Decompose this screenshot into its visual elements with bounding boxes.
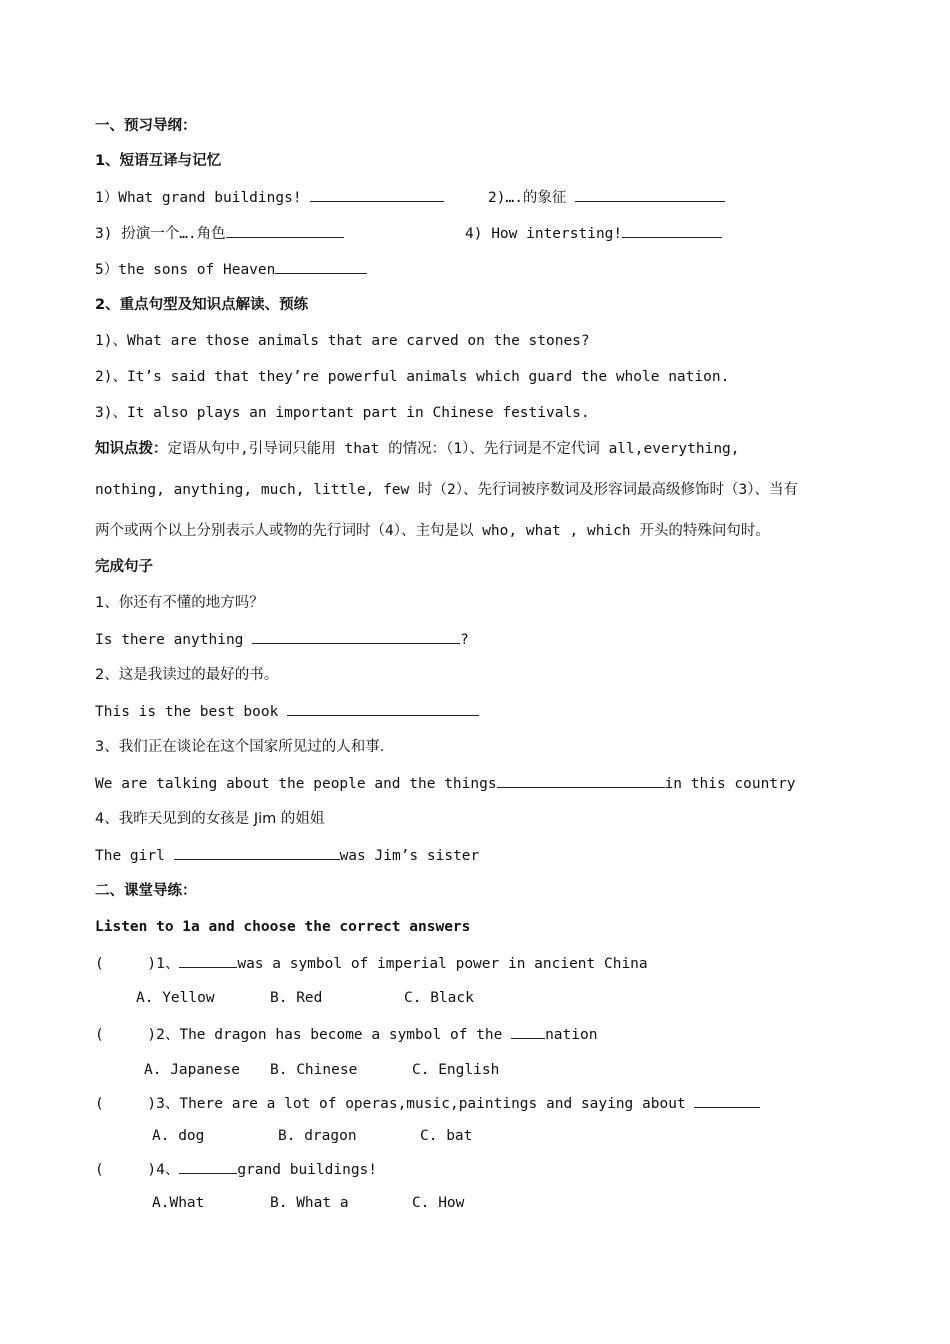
question-stem: ( )3、There are a lot of operas,music,paintings and saying about [95,1096,695,1112]
q3-option-c[interactable]: C. bat [420,1128,473,1144]
sentence-start: This is the best book [95,704,288,720]
answer-blank[interactable] [622,223,722,238]
question-stem: ( )2、The dragon has become a symbol of the [95,1027,512,1043]
sentence-start: Is there anything [95,632,253,648]
complete-item-4-zh: 4、我昨天见到的女孩是 Jim 的姐姐 [95,811,325,827]
phrase-text: 2)….的象征 [488,190,567,206]
complete-item-2-en [95,701,479,722]
complete-item-2-zh: 2、这是我读过的最好的书。 [95,667,279,683]
q2-option-a[interactable]: A. Japanese [144,1062,241,1078]
sentence-end: was Jim’s sister [339,848,480,864]
answer-blank[interactable] [694,1093,760,1108]
section-title-preview: 一、预习导纲： [95,118,197,134]
knowledge-tip-line-3: 两个或两个以上分别表示人或物的先行词时（4）、主句是以 who, what , which 开头的特殊问句时。 [95,523,770,539]
q3-option-b[interactable]: B. dragon [278,1128,357,1144]
sentence-end: in this country [664,776,796,792]
section-title-classwork: 二、课堂导练： [95,883,197,899]
q4-option-a[interactable]: A.What [152,1195,205,1211]
question-stem: ( )1、 [95,956,180,972]
answer-blank[interactable] [179,1159,237,1174]
phrase-text: 5）the sons of Heaven [95,262,276,278]
answer-blank[interactable] [174,845,340,860]
question-2 [95,1024,597,1045]
q1-option-c[interactable]: C. Black [404,990,474,1006]
key-sentence-3: 3)、It also plays an important part in Chinese festivals. [95,405,590,421]
phrase-item-1 [95,187,444,208]
question-3 [95,1093,760,1114]
knowledge-tip-line-2: nothing, anything, much, little, few 时（2）、先行词被序数词及形容词最高级修饰时（3）、当有 [95,482,798,498]
q2-option-b[interactable]: B. Chinese [270,1062,358,1078]
question-stem-end: was a symbol of imperial power in ancient China [237,956,648,972]
question-stem-end: grand buildings! [237,1162,378,1178]
answer-blank[interactable] [252,629,460,644]
sentence-end: ? [460,632,469,648]
phrase-item-5 [95,259,367,280]
answer-blank[interactable] [511,1024,545,1039]
complete-sentences-title: 完成句子 [95,559,153,575]
answer-blank[interactable] [287,701,479,716]
knowledge-tip-label: 知识点拨： [95,441,168,457]
q1-option-b[interactable]: B. Red [270,990,323,1006]
question-4 [95,1159,377,1180]
q2-option-c[interactable]: C. English [412,1062,500,1078]
phrase-item-4 [465,223,722,244]
sentence-start: We are talking about the people and the things [95,776,497,792]
answer-blank[interactable] [575,187,725,202]
phrase-item-3 [95,223,344,244]
key-sentence-2: 2)、It’s said that they’re powerful animals which guard the whole nation. [95,369,730,385]
answer-blank[interactable] [310,187,444,202]
listening-instruction: Listen to 1a and choose the correct answers [95,919,471,935]
complete-item-3-zh: 3、我们正在谈论在这个国家所见过的人和事. [95,739,385,755]
part2-title: 2、重点句型及知识点解读、预练 [95,297,309,313]
q4-option-c[interactable]: C. How [412,1195,465,1211]
complete-item-3-en [95,773,796,794]
phrase-text: 3) 扮演一个….角色 [95,226,226,242]
phrase-item-2 [488,187,725,208]
question-stem: ( )4、 [95,1162,180,1178]
answer-blank[interactable] [226,223,344,238]
complete-item-1-zh: 1、你还有不懂的地方吗？ [95,595,264,611]
phrase-text: 1）What grand buildings! [95,190,302,206]
answer-blank[interactable] [179,953,237,968]
tip-text: 定语从句中,引导词只能用 that 的情况：（1）、先行词是不定代词 all,everything, [167,441,740,457]
key-sentence-1: 1)、What are those animals that are carved on the stones? [95,333,590,349]
q3-option-a[interactable]: A. dog [152,1128,205,1144]
answer-blank[interactable] [497,773,665,788]
complete-item-4-en [95,845,479,866]
question-stem-end: nation [545,1027,598,1043]
question-1 [95,953,648,974]
answer-blank[interactable] [275,259,367,274]
knowledge-tip-line-1 [95,439,740,459]
phrase-text: 4) How intersting! [465,226,623,242]
part1-title: 1、短语互译与记忆 [95,153,222,169]
q4-option-b[interactable]: B. What a [270,1195,349,1211]
q1-option-a[interactable]: A. Yellow [136,990,215,1006]
complete-item-1-en [95,629,469,650]
sentence-start: The girl [95,848,174,864]
